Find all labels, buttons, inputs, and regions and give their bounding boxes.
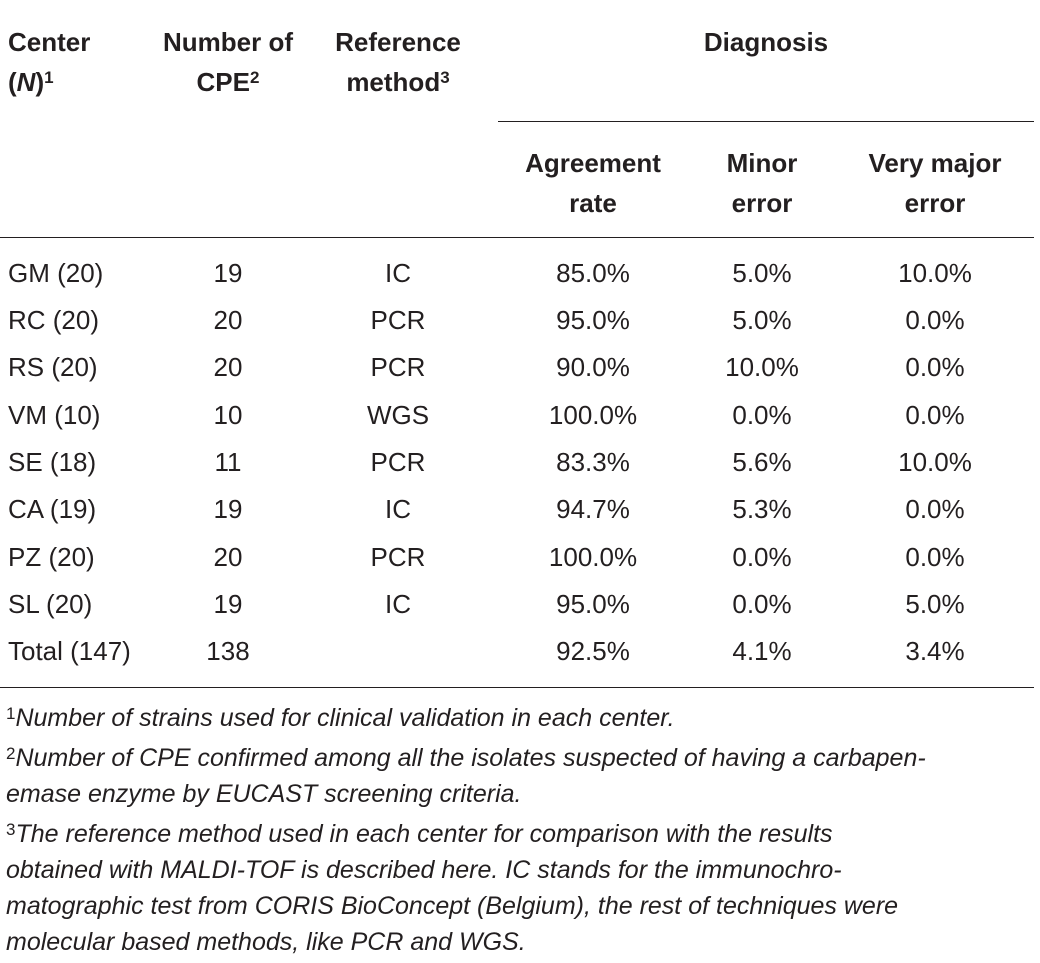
row-8-ref: IC <box>385 589 411 619</box>
header-center-line1: Center <box>8 27 91 57</box>
row-7-agree: 100.0% <box>548 542 638 572</box>
header-ref-text: method <box>346 67 441 97</box>
row-2-ref: PCR <box>370 305 426 335</box>
row-3-cpe: 20 <box>213 352 243 382</box>
header-ref-sup: 3 <box>440 68 450 87</box>
row-1-center: GM (20) <box>8 258 104 288</box>
header-vme-line2: error <box>904 188 966 218</box>
row-7-minor: 0.0% <box>732 542 792 572</box>
header-cpe-text: CPE <box>196 67 250 97</box>
row-4-ref: WGS <box>366 400 430 430</box>
header-ref-line1: Reference <box>335 27 461 57</box>
footnote-3 <box>6 816 1032 960</box>
footnote-3-line-1: The reference method used in each center for comparison with the results <box>15 820 833 848</box>
row-total-center: Total (147) <box>8 636 131 666</box>
diagnosis-rule <box>498 121 1034 122</box>
row-3-vme: 0.0% <box>905 352 965 382</box>
footnote-3-line-2: obtained with MALDI-TOF is described here. IC stands for the immunochro- <box>6 856 842 884</box>
footnote-3-line-4: molecular based methods, like PCR and WGS. <box>6 928 526 956</box>
row-5-ref: PCR <box>370 447 426 477</box>
row-6-center: CA (19) <box>8 494 97 524</box>
row-4-minor: 0.0% <box>732 400 792 430</box>
footnote-3-line-3: matographic test from CORIS BioConcept (Belgium), the rest of techniques were <box>6 892 899 920</box>
footnote-1-num: 1 <box>6 704 16 723</box>
footnote-3-num: 3 <box>6 820 16 839</box>
row-8-center: SL (20) <box>8 589 93 619</box>
row-5-center: SE (18) <box>8 447 97 477</box>
header-ref <box>318 22 478 102</box>
row-5-agree: 83.3% <box>556 447 630 477</box>
header-bottom-rule <box>0 237 1034 238</box>
row-2-cpe: 20 <box>213 305 243 335</box>
row-7-ref: PCR <box>370 542 426 572</box>
row-total-cpe: 138 <box>206 636 250 666</box>
footnote-1-line-1: Number of strains used for clinical validation in each center. <box>15 704 675 732</box>
row-4-cpe: 10 <box>213 400 243 430</box>
header-vme-line1: Very major <box>868 148 1002 178</box>
row-5-cpe: 11 <box>214 447 242 477</box>
row-2-agree: 95.0% <box>556 305 630 335</box>
row-7-cpe: 20 <box>213 542 243 572</box>
row-8-vme: 5.0% <box>905 589 965 619</box>
row-7-center: PZ (20) <box>8 542 95 572</box>
header-diagnosis: Diagnosis <box>703 27 829 57</box>
row-8-cpe: 19 <box>213 589 243 619</box>
header-cpe-line2 <box>150 62 306 102</box>
row-3-center: RS (20) <box>8 352 98 382</box>
header-cpe-line1: Number of <box>163 27 293 57</box>
row-5-vme: 10.0% <box>898 447 972 477</box>
header-center-sup: 1 <box>44 68 54 87</box>
header-agreement-line1: Agreement <box>525 148 661 178</box>
row-1-cpe: 19 <box>213 258 243 288</box>
row-4-agree: 100.0% <box>548 400 638 430</box>
header-cpe-sup: 2 <box>250 68 260 87</box>
row-1-ref: IC <box>385 258 411 288</box>
header-center <box>8 22 90 102</box>
header-agreement <box>498 143 688 223</box>
footnote-2-line-1: Number of CPE confirmed among all the isolates suspected of having a carbapen- <box>15 744 926 772</box>
row-3-agree: 90.0% <box>556 352 630 382</box>
row-3-ref: PCR <box>370 352 426 382</box>
footnote-1 <box>6 700 1032 736</box>
row-4-center: VM (10) <box>8 400 101 430</box>
header-center-n: N <box>16 67 36 97</box>
row-6-minor: 5.3% <box>732 494 792 524</box>
header-vme <box>840 143 1030 223</box>
footnote-2-line-2: emase enzyme by EUCAST screening criteria. <box>6 780 522 808</box>
row-6-cpe: 19 <box>213 494 243 524</box>
row-6-vme: 0.0% <box>905 494 965 524</box>
row-total-vme: 3.4% <box>905 636 965 666</box>
row-2-vme: 0.0% <box>905 305 965 335</box>
row-8-agree: 95.0% <box>556 589 630 619</box>
row-1-vme: 10.0% <box>898 258 972 288</box>
header-ref-line2 <box>318 62 478 102</box>
row-1-agree: 85.0% <box>556 258 630 288</box>
row-total-minor: 4.1% <box>732 636 792 666</box>
header-minor <box>692 143 832 223</box>
row-6-agree: 94.7% <box>556 494 630 524</box>
header-center-line2: $(N)^1$ <box>8 67 54 97</box>
row-2-minor: 5.0% <box>732 305 792 335</box>
row-7-vme: 0.0% <box>905 542 965 572</box>
footnote-3-line-1-wrap <box>6 816 1032 852</box>
row-3-minor: 10.0% <box>725 352 799 382</box>
table-bottom-rule <box>0 687 1034 688</box>
header-minor-line2: error <box>731 188 793 218</box>
row-4-vme: 0.0% <box>905 400 965 430</box>
row-8-minor: 0.0% <box>732 589 792 619</box>
footnote-2 <box>6 740 1032 812</box>
row-total-agree: 92.5% <box>556 636 630 666</box>
header-minor-line1: Minor <box>726 148 798 178</box>
row-2-center: RC (20) <box>8 305 100 335</box>
row-6-ref: IC <box>385 494 411 524</box>
header-agreement-line2: rate <box>569 188 617 218</box>
row-5-minor: 5.6% <box>732 447 792 477</box>
footnote-2-line-1-wrap <box>6 740 1032 776</box>
footnote-2-num: 2 <box>6 744 16 763</box>
row-1-minor: 5.0% <box>732 258 792 288</box>
header-cpe <box>150 22 306 102</box>
